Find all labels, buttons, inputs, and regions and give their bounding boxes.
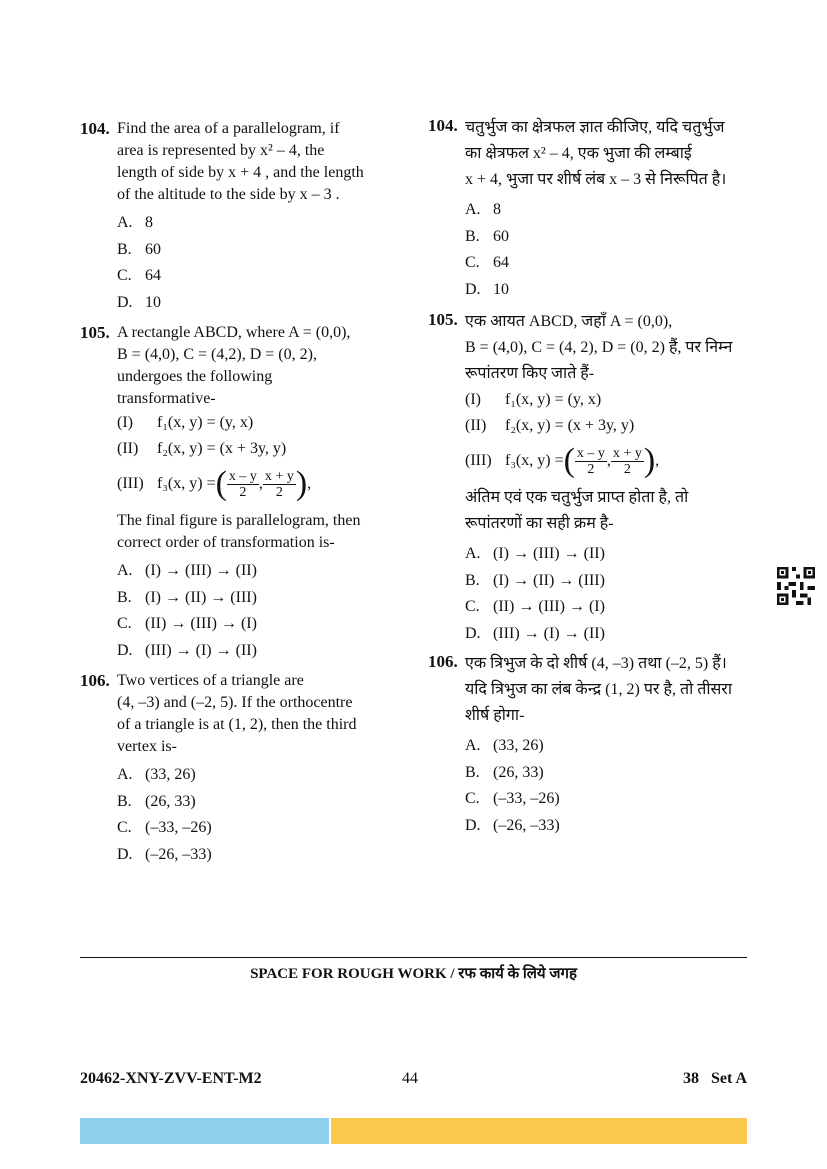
option-d: D. (–26, –33) [117, 845, 212, 863]
option-c: C. (–33, –26) [117, 819, 212, 836]
question-stem: A rectangle ABCD, where A = (0,0), B = (4,0), C = (4,2), D = (0, 2), undergoes the following transformative- [117, 324, 351, 407]
footer-bar-yellow [331, 1118, 747, 1144]
english-column [80, 115, 410, 868]
question-number: 106. [80, 671, 110, 690]
question-105-en [80, 322, 410, 664]
option-d: D. 10 [117, 293, 161, 311]
option-b: B. (26, 33) [117, 792, 196, 810]
options-list [465, 541, 758, 647]
question-stem: एक आयत ABCD, जहाँ A = (0,0), B = (4,0), C = (4, 2), D = (0, 2) हैं, पर निम्न रूपांतरण किए जाते हैं- [465, 313, 733, 382]
transformation-f1: (I) f₁(x, y) = (y, x) [117, 414, 254, 431]
option-a: A. 8 [465, 201, 501, 218]
question-stem: चतुर्भुज का क्षेत्रफल ज्ञात कीजिए, यदि चतुर्भुज का क्षेत्रफल x² – 4, एक भुजा की लम्बाई x + 4, भुजा पर शीर्ष लंब x – 3 से निरूपित है। [465, 119, 727, 188]
fraction: $\frac{x + y}{2}$ [612, 445, 642, 477]
transformation-f2: (II) f₂(x, y) = (x + 3y, y) [465, 417, 635, 434]
question-105-hi [428, 309, 758, 647]
option-c: C. (–33, –26) [465, 790, 560, 807]
options-list [465, 733, 758, 839]
option-d: D. 10 [465, 280, 509, 298]
question-106-en [80, 670, 410, 868]
option-d: D. (III) → (I) → (II) [117, 641, 257, 659]
question-number: 104. [80, 119, 110, 138]
question-106-hi [428, 651, 758, 839]
option-c: C. 64 [117, 267, 161, 284]
set-label: 38 Set A [683, 1070, 747, 1087]
question-stem-continued: अंतिम एवं एक चतुर्भुज प्राप्त होता है, तो रूपांतरणों का सही क्रम है- [465, 489, 689, 532]
fraction: $\frac{x - y}{2}$ [576, 445, 605, 477]
question-stem-continued: The final figure is parallelogram, then correct order of transformation is- [117, 512, 361, 551]
option-b: B. (I) → (II) → (III) [465, 571, 605, 589]
option-b: B. (I) → (II) → (III) [117, 588, 257, 606]
transformation-f2: (II) f₂(x, y) = (x + 3y, y) [117, 440, 287, 457]
question-number: 105. [80, 323, 110, 342]
question-number: 104. [428, 116, 458, 135]
page-number: 44 [402, 1070, 418, 1087]
option-b: B. (26, 33) [465, 763, 544, 781]
question-104-hi [428, 115, 758, 303]
options-list [117, 762, 410, 868]
rough-work-divider [80, 957, 747, 958]
question-stem: Find the area of a parallelogram, if area is represented by x² – 4, the length of side by x + 4 , and the length of the altitude to the side by x – 3 . [117, 120, 364, 203]
options-list [465, 197, 758, 303]
option-a: A. (33, 26) [465, 737, 544, 754]
options-list [117, 558, 410, 664]
question-number: 106. [428, 652, 458, 671]
rough-work-label: SPACE FOR ROUGH WORK / रफ कार्य के लिये जगह [250, 966, 577, 982]
hindi-column [428, 115, 758, 839]
transformation-f3: (III) f₃(x, y) = ( $\frac{x - y}{2}$ , $\frac{x + y}{2}$ ) , [465, 442, 660, 479]
booklet-code: 20462-XNY-ZVV-ENT-M2 [80, 1070, 262, 1087]
qr-code-icon [776, 567, 816, 605]
option-a: A. 8 [117, 214, 153, 231]
question-stem: Two vertices of a triangle are (4, –3) and (–2, 5). If the orthocentre of a triangle is at (1, 2), then the third vertex is- [117, 672, 357, 755]
fraction: $\frac{x - y}{2}$ [228, 468, 257, 500]
option-b: B. 60 [117, 240, 161, 258]
option-c: C. (II) → (III) → (I) [465, 598, 605, 615]
option-a: A. (I) → (III) → (II) [465, 545, 605, 562]
footer-bar-blue [80, 1118, 329, 1144]
fraction: $\frac{x + y}{2}$ [264, 468, 294, 500]
option-c: C. 64 [465, 254, 509, 271]
question-104-en [80, 118, 410, 316]
options-list [117, 210, 410, 316]
transformation-f3: (III) f₃(x, y) = ( $\frac{x - y}{2}$ , $\frac{x + y}{2}$ ) , [117, 465, 312, 502]
option-a: A. (33, 26) [117, 766, 196, 783]
option-d: D. (–26, –33) [465, 816, 560, 834]
option-d: D. (III) → (I) → (II) [465, 624, 605, 642]
question-stem: एक त्रिभुज के दो शीर्ष (4, –3) तथा (–2, 5) हैं। यदि त्रिभुज का लंब केन्द्र (1, 2) पर है, तो तीसरा शीर्ष होगा- [465, 655, 732, 724]
transformation-f1: (I) f₁(x, y) = (y, x) [465, 391, 602, 408]
option-c: C. (II) → (III) → (I) [117, 615, 257, 632]
question-number: 105. [428, 310, 458, 329]
option-b: B. 60 [465, 227, 509, 245]
option-a: A. (I) → (III) → (II) [117, 562, 257, 579]
